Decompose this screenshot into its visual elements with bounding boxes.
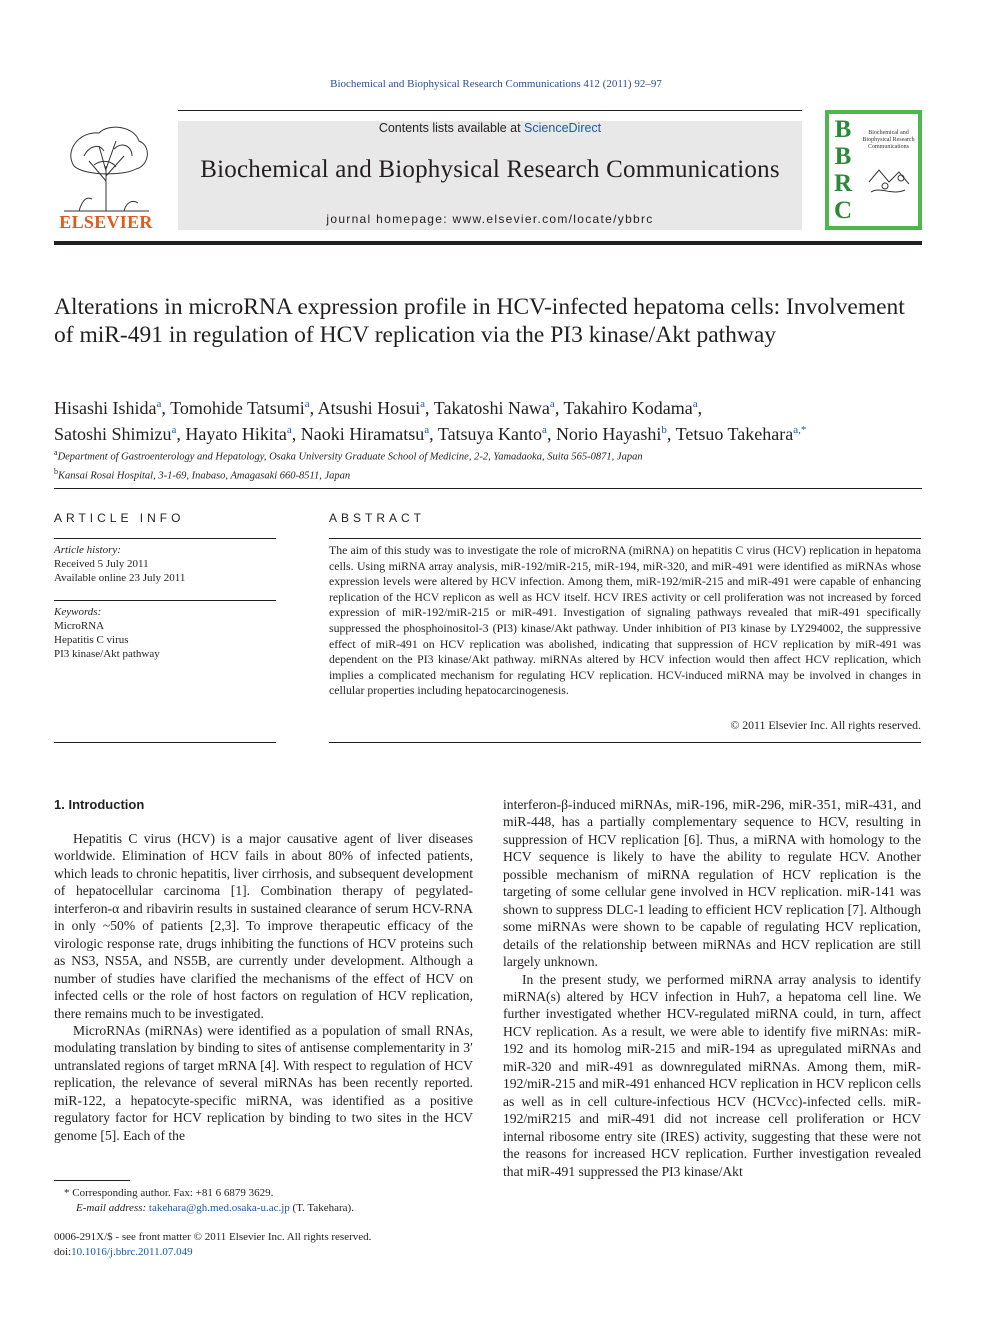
author-name[interactable]: Hisashi Ishida [54,398,157,418]
author-affiliation-marker[interactable]: a [156,398,162,410]
author-affiliation-marker[interactable]: a [304,398,310,410]
author-affiliation-marker[interactable]: a [420,398,426,410]
author-name[interactable]: Tomohide Tatsumi [170,398,305,418]
author-affiliation-marker[interactable]: b [661,424,667,436]
cover-letter: B [834,143,852,170]
journal-title: Biochemical and Biophysical Research Communications [200,156,780,183]
intro-paragraph: In the present study, we performed miRNA array analysis to identify miRNA(s) altered by HCV infection in Huh7, a hepatoma cell line. We further investigated whether HCV-regulated miRNA could, in turn, affect HCV replication. As a result, we were able to identify five miRNAs: miR-192 and its homolog miR-215 and miR-194 as upregulated miRNAs and miR-320 and miR-491 as downregulated miRNAs. Among them, miR-192/miR-215 and miR-491 enhanced HCV replication in HCV replicon cells as well as in cell culture-infectious HCV (HCVcc)-infected cells. miR-192/miR215 and miR-491 did not increase cell proliferation or HCV internal ribosome entry site (IRES) activity, suggesting that these were not the reasons for increased HCV replication. Further investigation revealed that miR-491 suppressed the PI3 kinase/Akt [503,971,921,1179]
elsevier-tree-logo [54,121,158,213]
abstract-heading: ABSTRACT [329,511,426,525]
abstract-text: The aim of this study was to investigate the role of microRNA (miRNA) on hepatitis C virus (HCV) replication in hepatoma cells. Using miRNA array analysis, miR-192/miR-215, miR-194, miR-320, and miR-491 were identified as miRNAs whose expression levels were altered by HCV infection. Among them, miR-192/miR-215 and miR-491 were capable of enhancing replication of the HCV replicon as well as HCV itself. HCV IRES activity or cell proliferation was not increased by forced expression of miR-192/miR-215 or miR-491. Investigation of signaling pathways revealed that miR-491 specifically suppressed the phosphoinositol-3 (PI3) kinase/Akt pathway. Under inhibition of PI3 kinase by LY294002, the suppressive effect of miR-491 on HCV replication was abolished, indicating that suppression of HCV replication by miR-491 was dependent on the PI3 kinase/Akt pathway. miRNAs altered by HCV infection would then affect HCV replication, which implies a complicated mechanism for regulating HCV replication. HCV-induced miRNA may be involved in changes in cellular properties including hepatocarcinogenesis. [329,543,921,698]
author-name[interactable]: Atsushi Hosui [317,398,421,418]
author-affiliation-marker[interactable]: a [424,424,430,436]
cover-letter: R [833,170,853,197]
header-thick-rule [54,241,922,245]
cover-letters [830,116,856,224]
elsevier-wordmark[interactable]: ELSEVIER [59,212,153,232]
author-affiliation-marker[interactable]: a [171,424,177,436]
intro-paragraph: Hepatitis C virus (HCV) is a major causative agent of liver diseases worldwide. Elimination of HCV fails in about 80% of infected patients, which leads to chronic hepatitis, liver cirrhosis, and subsequent development of hepatocellular carcinoma [1]. Combination therapy of pegylated-interferon-α and ribavirin results in sustained clearance of serum HCV-RNA in only ~50% of patients [2,3]. To improve therapeutic efficacy of the virologic response rate, drugs inhibiting the functions of HCV proteins such as NS3, NS5A, and NS5B, are currently under development. Although a number of studies have clarified the mechanisms of the effect of HCV on infected cells or the role of host factors on regulation of HCV replication, there remains much to be investigated. [54,831,473,1021]
keywords-rule [54,600,276,601]
affiliation-marker: a [54,448,58,457]
author-name[interactable]: Satoshi Shimizu [54,424,172,444]
intro-left-column [54,830,473,1144]
email-link[interactable]: takehara@gh.med.osaka-u.ac.jp [148,1202,290,1214]
affiliations [54,446,924,483]
article-info-bottom-rule [54,742,276,743]
affiliation-a [54,446,924,465]
article-info-rule [54,538,276,539]
cover-journal-name: Biochemical and Biophysical Research Communications [862,130,915,150]
abstract-rule [329,538,921,539]
article-history [54,543,276,585]
author-name[interactable]: Takahiro Kodama [563,398,693,418]
keywords [54,605,276,661]
affiliation-text: Kansai Rosai Hospital, 3-1-69, Inabaso, Amagasaki 660-8511, Japan [58,470,351,481]
keyword: PI3 kinase/Akt pathway [54,648,160,660]
footnote-rule [54,1180,130,1181]
publication-info [54,1230,494,1260]
history-label: Article history: [54,544,121,556]
cover-illustration-icon [865,162,915,202]
author-affiliation-marker[interactable]: a,* [793,424,807,436]
article-info-heading: ARTICLE INFO [54,511,185,525]
author-affiliation-marker[interactable]: a [549,398,555,410]
affiliation-text: Department of Gastroenterology and Hepatology, Osaka University Graduate School of Medicine, 2-2, Yamadaoka, Suita 565-0871, Japan [57,451,643,463]
author-name[interactable]: Tatsuya Kanto [437,424,543,444]
author-list [54,393,924,445]
copyright-notice: © 2011 Elsevier Inc. All rights reserved. [730,718,921,732]
author-line: Hisashi Ishida$^a$, Tomohide Tatsumi$^a$, Atsushi Hosui$^a$, Takatoshi Nawa$^a$, Takahiro Kodama$^a$, [54,398,703,418]
contents-line [178,121,802,135]
affiliation-marker: b [54,466,58,476]
issn-line: 0006-291X/$ - see front matter © 2011 Elsevier Inc. All rights reserved. [54,1231,372,1243]
author-affiliation-marker[interactable]: a [286,424,292,436]
intro-right-column [503,796,921,1180]
intro-paragraph: MicroRNAs (miRNAs) were identified as a population of small RNAs, modulating translation by binding to sites of antisense complementarity in 3′ untranslated regions of target mRNA [4]. With respect to regulation of HCV replication, the relevance of several miRNAs has been recently reported. miR-122, a hepatocyte-specific miRNA, was identified as a positive regulatory factor for HCV replication by binding to two sites in the HCV genome [5]. Each of the [54,1022,473,1143]
journal-citation[interactable]: Biochemical and Biophysical Research Communications 412 (2011) 92–97 [330,78,662,90]
available-online-date: Available online 23 July 2011 [54,572,186,584]
introduction-heading: 1. Introduction [54,797,145,812]
intro-paragraph: interferon-β-induced miRNAs, miR-196, miR-296, miR-351, miR-431, and miR-448, has a partially complementary sequence to HCV, resulting in suppression of HCV replication [6]. Thus, a miRNA with homology to the HCV sequence is likely to have the ability to regulate HCV. Another possible mechanism of miRNA regulation of HCV replication is the targeting of some cellular gene involved in HCV replication. miR-141 was shown to suppress DLC-1 leading to efficient HCV replication [7]. Although some miRNAs were shown to be capable of regulating HCV replication, details of the relationship between miRNAs and HCV replication are still largely unknown. [503,797,921,970]
email-suffix: (T. Takehara). [289,1202,354,1214]
received-date: Received 5 July 2011 [54,558,149,570]
author-name[interactable]: Tetsuo Takehara [675,424,794,444]
contents-prefix: Contents lists available at [378,121,525,135]
corresponding-author-note: * Corresponding author. Fax: +81 6 6879 3629. [64,1187,274,1199]
cover-letter: C [833,197,853,224]
affiliation-b [54,465,924,484]
doi-label: doi: [54,1246,72,1258]
journal-cover[interactable] [825,110,922,230]
affiliation-rule [54,488,922,489]
journal-homepage[interactable]: journal homepage: www.elsevier.com/locate/ybbrc [326,212,654,226]
email-label: E-mail address: [76,1202,149,1214]
abstract-bottom-rule [329,742,921,743]
header-top-rule [178,110,802,111]
author-name[interactable]: Hayato Hikita [185,424,287,444]
footnotes [64,1186,484,1216]
cover-letter: B [834,116,852,143]
doi-link[interactable]: 10.1016/j.bbrc.2011.07.049 [71,1246,193,1258]
author-line: Satoshi Shimizu$^a$, Hayato Hikita$^a$, Naoki Hiramatsu$^a$, Tatsuya Kanto$^a$, Norio Hayashi$^b$, Tetsuo Takehara$^{a,*}$ [54,424,807,444]
doi-line [54,1245,494,1260]
sciencedirect-link[interactable]: ScienceDirect [524,121,602,135]
author-name[interactable]: Naoki Hiramatsu [300,424,425,444]
author-name[interactable]: Norio Hayashi [555,424,662,444]
author-affiliation-marker[interactable]: a [542,424,547,436]
author-affiliation-marker[interactable]: a [692,398,698,410]
article-title: Alterations in microRNA expression profile in HCV-infected hepatoma cells: Involvement of miR-491 in regulation of HCV replication via the PI3 kinase/Akt pathway [54,294,905,348]
email-line [64,1201,484,1216]
author-name[interactable]: Takatoshi Nawa [433,398,550,418]
keyword: MicroRNA [54,620,105,632]
keyword: Hepatitis C virus [54,634,129,646]
keywords-label: Keywords: [54,606,102,618]
